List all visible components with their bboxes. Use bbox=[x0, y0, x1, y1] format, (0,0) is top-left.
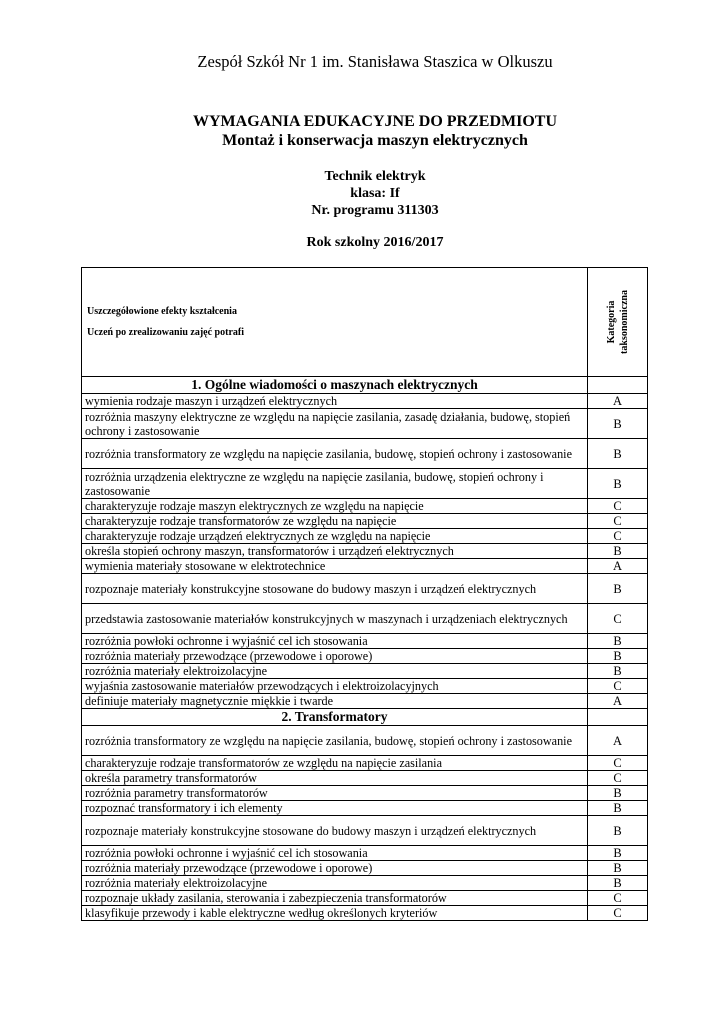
table-row bbox=[82, 694, 648, 709]
class-label: klasa: If bbox=[350, 186, 400, 201]
learning-outcome: charakteryzuje rodzaje maszyn elektrycznych ze względu na napięcie bbox=[82, 499, 588, 514]
table-row bbox=[82, 679, 648, 694]
taxonomy-category: C bbox=[588, 514, 648, 529]
learning-outcome: określa parametry transformatorów bbox=[82, 771, 588, 786]
table-row bbox=[82, 771, 648, 786]
learning-outcome: wymienia rodzaje maszyn i urządzeń elektrycznych bbox=[82, 394, 588, 409]
table-row bbox=[82, 801, 648, 816]
taxonomy-category: B bbox=[588, 469, 648, 499]
table-row bbox=[82, 514, 648, 529]
taxonomy-category: A bbox=[588, 726, 648, 756]
section-category-empty bbox=[588, 709, 648, 726]
table-row bbox=[82, 529, 648, 544]
table-row bbox=[82, 469, 648, 499]
header-category-line2: taksonomiczna bbox=[618, 290, 630, 354]
learning-outcome: charakteryzuje rodzaje transformatorów ze względu na napięcie zasilania bbox=[82, 756, 588, 771]
learning-outcome: klasyfikuje przewody i kable elektryczne według określonych kryteriów bbox=[82, 906, 588, 921]
taxonomy-category: C bbox=[588, 891, 648, 906]
learning-outcome: charakteryzuje rodzaje urządzeń elektrycznych ze względu na napięcie bbox=[82, 529, 588, 544]
header-effects-subtitle: Uczeń po zrealizowaniu zajęć potrafi bbox=[87, 326, 244, 338]
table-row bbox=[82, 604, 648, 634]
learning-outcome: rozróżnia parametry transformatorów bbox=[82, 786, 588, 801]
table-row bbox=[82, 891, 648, 906]
taxonomy-category: A bbox=[588, 559, 648, 574]
table-row bbox=[82, 499, 648, 514]
table-row bbox=[82, 816, 648, 846]
learning-outcome: charakteryzuje rodzaje transformatorów ze względu na napięcie bbox=[82, 514, 588, 529]
taxonomy-category: C bbox=[588, 679, 648, 694]
table-row bbox=[82, 439, 648, 469]
learning-outcome: rozpoznaje materiały konstrukcyjne stosowane do budowy maszyn i urządzeń elektrycznych bbox=[82, 816, 588, 846]
table-row bbox=[82, 559, 648, 574]
table-row bbox=[82, 664, 648, 679]
section-title: 2. Transformatory bbox=[82, 709, 588, 726]
learning-outcome: rozpoznaje układy zasilania, sterowania i zabezpieczenia transformatorów bbox=[82, 891, 588, 906]
taxonomy-category: C bbox=[588, 499, 648, 514]
school-year: Rok szkolny 2016/2017 bbox=[306, 235, 444, 250]
taxonomy-category: B bbox=[588, 801, 648, 816]
learning-outcome: rozróżnia powłoki ochronne i wyjaśnić cel ich stosowania bbox=[82, 634, 588, 649]
taxonomy-category: C bbox=[588, 906, 648, 921]
learning-outcome: rozróżnia urządzenia elektryczne ze względu na napięcie zasilania, budowę, stopień ochrony i zastosowanie bbox=[82, 469, 588, 499]
learning-outcome: rozpoznać transformatory i ich elementy bbox=[82, 801, 588, 816]
taxonomy-category: B bbox=[588, 574, 648, 604]
table-row bbox=[82, 846, 648, 861]
header-category-cell bbox=[588, 268, 648, 377]
requirements-table bbox=[81, 267, 648, 921]
learning-outcome: wyjaśnia zastosowanie materiałów przewodzących i elektroizolacyjnych bbox=[82, 679, 588, 694]
header-effects-cell bbox=[82, 268, 588, 377]
taxonomy-category: B bbox=[588, 409, 648, 439]
learning-outcome: rozróżnia transformatory ze względu na napięcie zasilania, budowę, stopień ochrony i zastosowanie bbox=[82, 439, 588, 469]
taxonomy-category: A bbox=[588, 694, 648, 709]
learning-outcome: rozróżnia materiały przewodzące (przewodowe i oporowe) bbox=[82, 861, 588, 876]
taxonomy-category: B bbox=[588, 649, 648, 664]
table-row bbox=[82, 876, 648, 891]
learning-outcome: rozróżnia materiały elektroizolacyjne bbox=[82, 664, 588, 679]
section-header-row bbox=[82, 377, 648, 394]
table-row bbox=[82, 409, 648, 439]
taxonomy-category: B bbox=[588, 876, 648, 891]
learning-outcome: rozróżnia materiały elektroizolacyjne bbox=[82, 876, 588, 891]
taxonomy-category: B bbox=[588, 544, 648, 559]
header-category-line1: Kategoria bbox=[605, 300, 617, 344]
table-row bbox=[82, 786, 648, 801]
school-name: Zespół Szkół Nr 1 im. Stanisława Staszica w Olkuszu bbox=[197, 52, 553, 71]
subject-name: Montaż i konserwacja maszyn elektrycznych bbox=[222, 132, 528, 149]
table-row bbox=[82, 394, 648, 409]
table-row bbox=[82, 649, 648, 664]
learning-outcome: rozpoznaje materiały konstrukcyjne stosowane do budowy maszyn i urządzeń elektrycznych bbox=[82, 574, 588, 604]
section-title: 1. Ogólne wiadomości o maszynach elektrycznych bbox=[82, 377, 588, 394]
learning-outcome: rozróżnia powłoki ochronne i wyjaśnić cel ich stosowania bbox=[82, 846, 588, 861]
taxonomy-category: B bbox=[588, 634, 648, 649]
taxonomy-category: B bbox=[588, 439, 648, 469]
table-row bbox=[82, 726, 648, 756]
program-number: Nr. programu 311303 bbox=[311, 203, 439, 218]
header-effects-title: Uszczegółowione efekty kształcenia bbox=[87, 305, 237, 317]
section-category-empty bbox=[588, 377, 648, 394]
taxonomy-category: A bbox=[588, 394, 648, 409]
table-row bbox=[82, 634, 648, 649]
learning-outcome: wymienia materiały stosowane w elektrotechnice bbox=[82, 559, 588, 574]
header-category-label bbox=[605, 290, 631, 354]
table-row bbox=[82, 574, 648, 604]
taxonomy-category: C bbox=[588, 529, 648, 544]
table-row bbox=[82, 861, 648, 876]
profession: Technik elektryk bbox=[324, 169, 426, 184]
learning-outcome: rozróżnia maszyny elektryczne ze względu na napięcie zasilania, zasadę działania, budowę, stopień ochrony i zastosowanie bbox=[82, 409, 588, 439]
table-row bbox=[82, 756, 648, 771]
learning-outcome: rozróżnia materiały przewodzące (przewodowe i oporowe) bbox=[82, 649, 588, 664]
taxonomy-category: C bbox=[588, 604, 648, 634]
taxonomy-category: C bbox=[588, 771, 648, 786]
taxonomy-category: B bbox=[588, 786, 648, 801]
requirements-table-body bbox=[82, 268, 648, 921]
taxonomy-category: B bbox=[588, 846, 648, 861]
taxonomy-category: C bbox=[588, 756, 648, 771]
taxonomy-category: B bbox=[588, 816, 648, 846]
taxonomy-category: B bbox=[588, 861, 648, 876]
learning-outcome: określa stopień ochrony maszyn, transformatorów i urządzeń elektrycznych bbox=[82, 544, 588, 559]
section-header-row bbox=[82, 709, 648, 726]
taxonomy-category: B bbox=[588, 664, 648, 679]
table-row bbox=[82, 906, 648, 921]
learning-outcome: przedstawia zastosowanie materiałów konstrukcyjnych w maszynach i urządzeniach elektrycznych bbox=[82, 604, 588, 634]
table-header-row bbox=[82, 268, 648, 377]
learning-outcome: rozróżnia transformatory ze względu na napięcie zasilania, budowę, stopień ochrony i zastosowanie bbox=[82, 726, 588, 756]
learning-outcome: definiuje materiały magnetycznie miękkie i twarde bbox=[82, 694, 588, 709]
document-title: WYMAGANIA EDUKACYJNE DO PRZEDMIOTU bbox=[192, 113, 557, 130]
table-row bbox=[82, 544, 648, 559]
